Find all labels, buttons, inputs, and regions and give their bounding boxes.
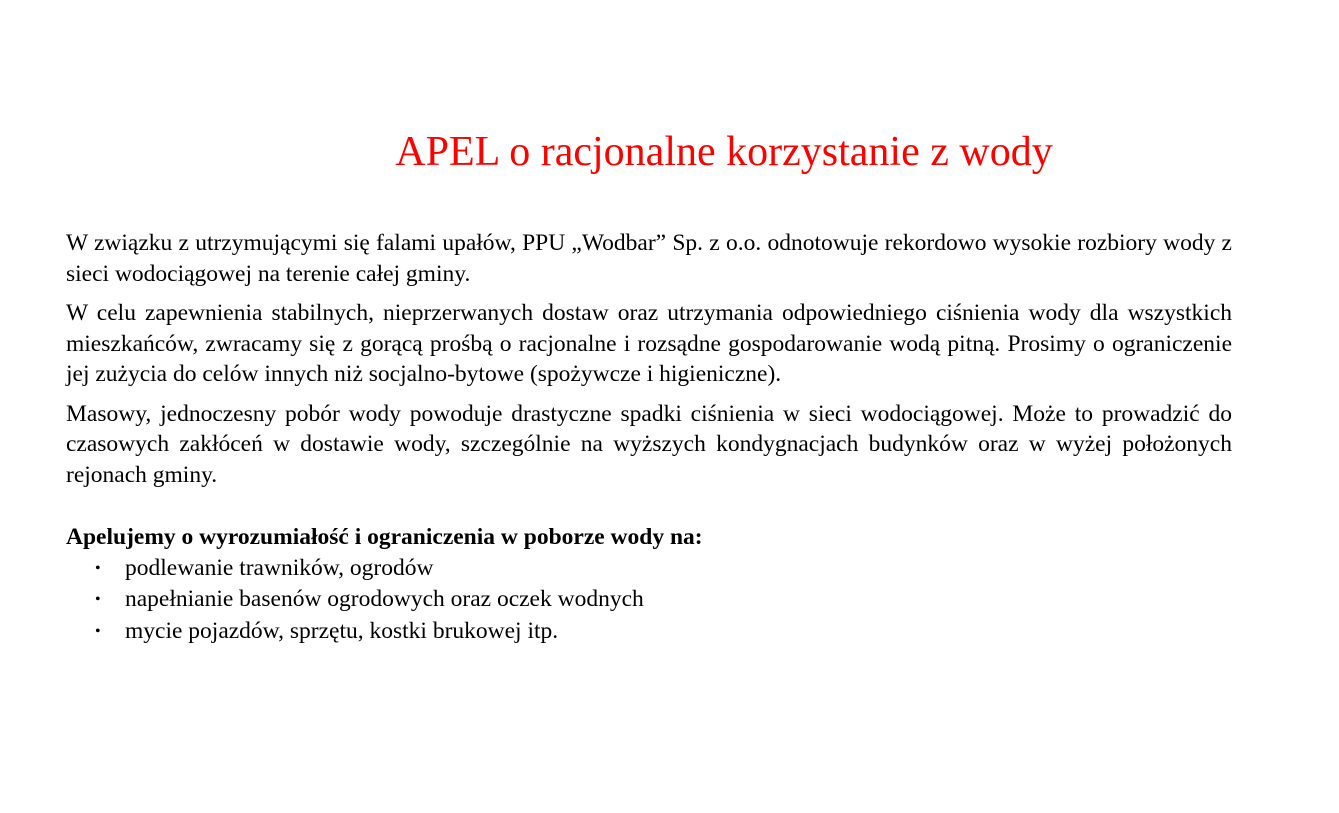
document-title: APEL o racjonalne korzystanie z wody [395,129,1053,175]
paragraph-pressure: Masowy, jednoczesny pobór wody powoduje drastyczne spadki ciśnienia w sieci wodociągowej. Może to prowadzić do czasowych zakłóceń w dostawie wody, szczególnie na wyższych kondygnacjach budynków oraz w wyżej położonych rejonach gminy. [66,400,1232,488]
list-item-text: podlewanie trawników, ogrodów [125,554,434,581]
list-item-text: mycie pojazdów, sprzętu, kostki brukowej itp. [125,617,559,644]
paragraph-heatwave: W związku z utrzymującymi się falami upałów, PPU „Wodbar” Sp. z o.o. odnotowuje rekordowo wysokie rozbiory wody z sieci wodociągowej na terenie całej gminy. [66,230,1232,287]
bullet-icon: • [95,559,101,577]
paragraph-spacer [66,499,1232,522]
list-item-text: napełnianie basenów ogrodowych oraz oczek wodnych [125,586,644,612]
restriction-list [66,553,1232,648]
bullet-icon: • [95,622,101,640]
list-item [66,584,1232,616]
bullet-icon: • [95,591,101,608]
list-item [66,553,1232,585]
appeal-heading: Apelujemy o wyrozumiałość i ograniczenia w poborze wody na: [66,524,703,550]
paragraph-request: W celu zapewnienia stabilnych, nieprzerwanych dostaw oraz utrzymania odpowiedniego ciśnienia wody dla wszystkich mieszkańców, zwracamy się z gorącą prośbą o racjonalne i rozsądne gospodarowanie wodą pitną. Prosimy o ograniczenie jej zużycia do celów innych niż socjalno-bytowe (spożywcze i higieniczne). [66,300,1232,387]
list-item [66,616,1232,648]
